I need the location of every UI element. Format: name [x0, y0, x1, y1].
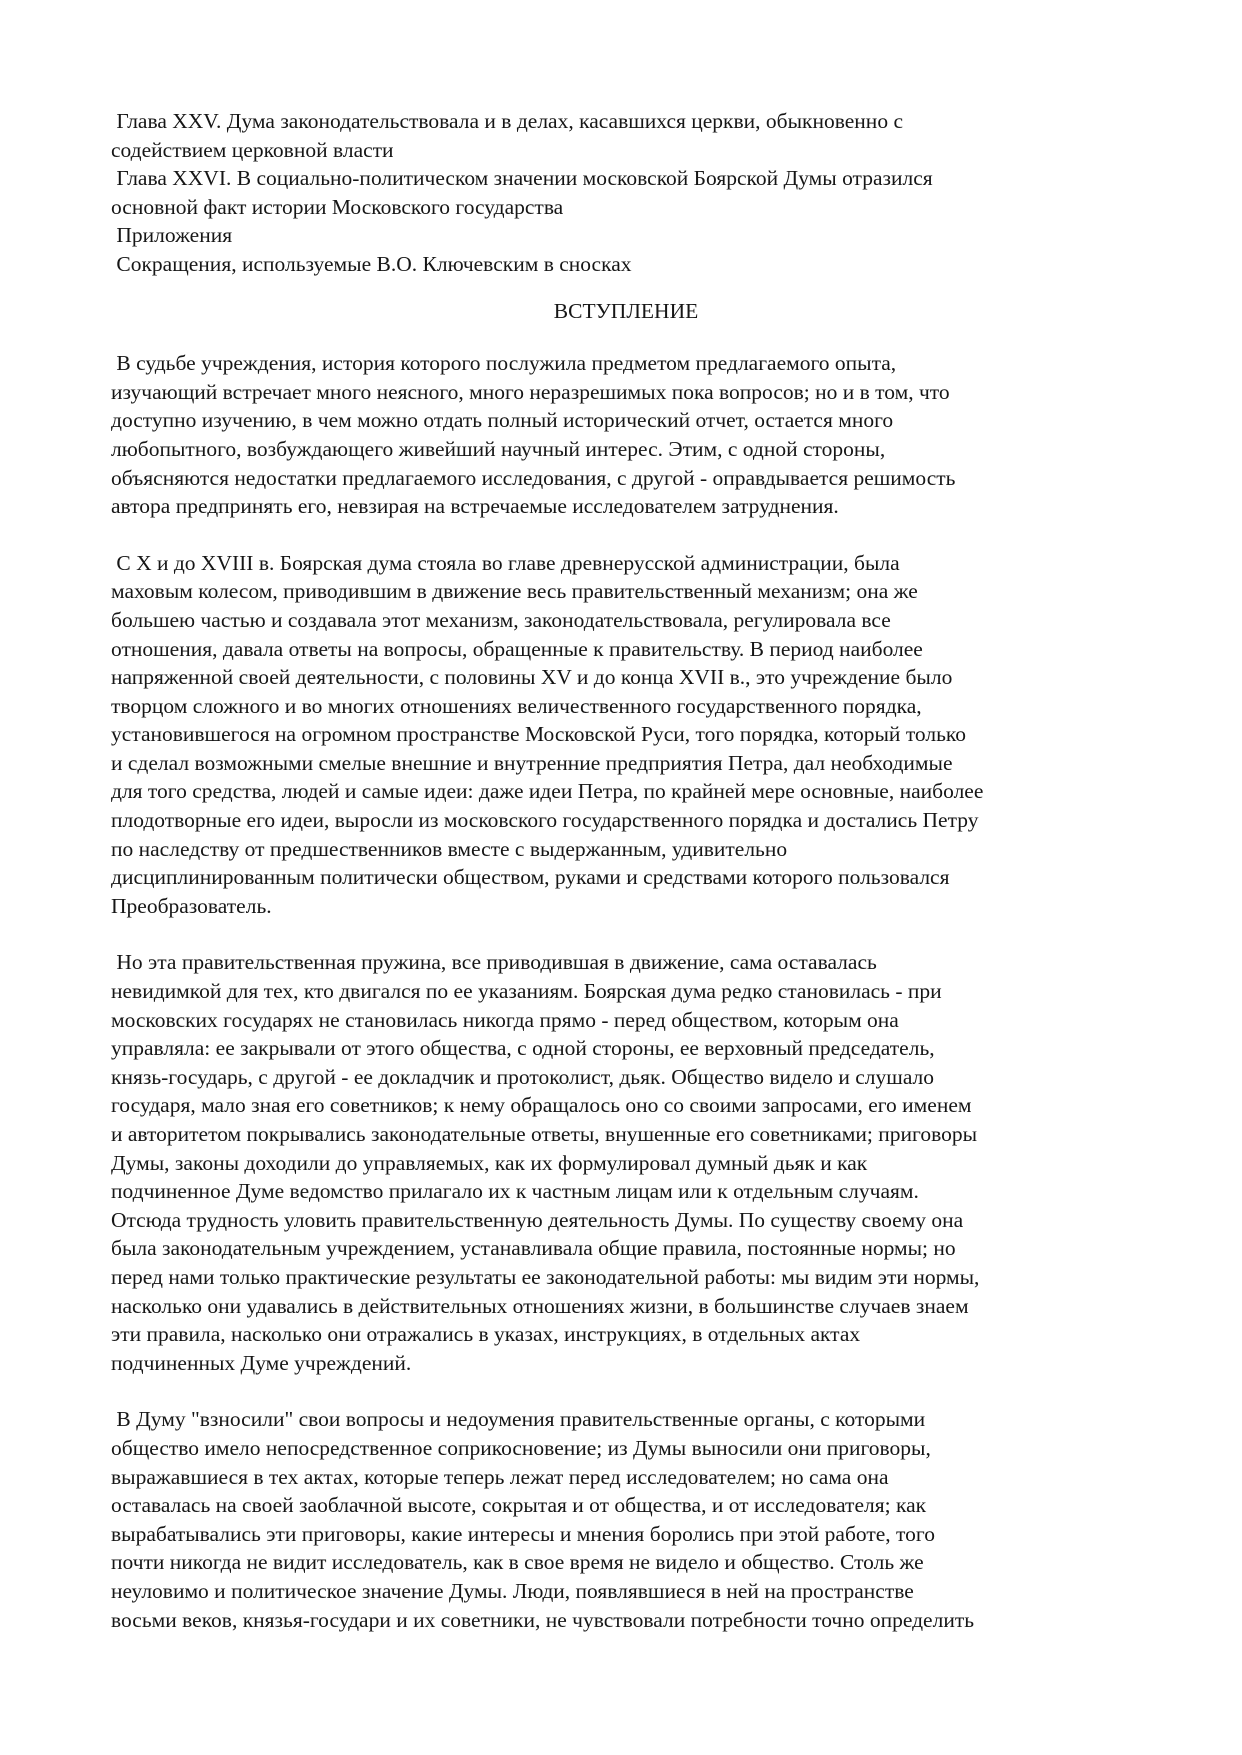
toc-entry [111, 164, 1141, 221]
text-line: подчиненных Думе учреждений. [111, 1350, 412, 1375]
text-line: Глава XXVI. В социально-политическом значении московской Боярской Думы отразился [111, 166, 933, 191]
text-line: московских государях не становилась никогда прямо - перед обществом, которым она [111, 1007, 899, 1032]
text-line: Но эта правительственная пружина, все приводившая в движение, сама оставалась [111, 950, 877, 975]
text-line: насколько они удавались в действительных отношениях жизни, в большинстве случаев знаем [111, 1293, 969, 1318]
text-line: отношения, давала ответы на вопросы, обращенные к правительству. В период наиболее [111, 636, 923, 661]
text-line: любопытного, возбуждающего живейший научный интерес. Этим, с одной стороны, [111, 436, 886, 461]
toc-entry [111, 107, 1141, 164]
text-line: восьми веков, князья-государи и их советники, не чувствовали потребности точно определить [111, 1607, 975, 1632]
text-line: подчиненное Думе ведомство прилагало их к частным лицам или к отдельным случаям. [111, 1179, 919, 1204]
text-line: доступно изучению, в чем можно отдать полный исторический отчет, остается много [111, 408, 894, 433]
text-line: Думы, законы доходили до управляемых, как их формулировал думный дьяк и как [111, 1150, 868, 1175]
section-heading: ВСТУПЛЕНИЕ [553, 298, 699, 323]
toc-entry [111, 250, 1141, 279]
text-line: государя, мало зная его советников; к нему обращалось оно со своими запросами, его именем [111, 1093, 972, 1118]
text-line: Глава XXV. Дума законодательствовала и в делах, касавшихся церкви, обыкновенно с [111, 109, 903, 133]
text-line: изучающий встречает много неясного, много неразрешимых пока вопросов; но и в том, что [111, 379, 950, 404]
text-line: напряженной своей деятельности, с половины XV и до конца XVII в., это учреждение было [111, 665, 953, 690]
text-line: основной факт истории Московского государства [111, 194, 564, 219]
toc-entry [111, 221, 1141, 250]
document-page [111, 107, 1141, 1634]
text-line: содействием церковной власти [111, 137, 394, 162]
text-line: большею частью и создавала этот механизм, законодательствовала, регулировала все [111, 607, 891, 632]
text-line: Преобразователь. [111, 893, 272, 918]
text-line: вырабатывались эти приговоры, какие интересы и мнения боролись при этой работе, того [111, 1521, 935, 1546]
text-line: управляла: ее закрывали от этого общества, с одной стороны, ее верховный председатель, [111, 1036, 935, 1061]
text-line: автора предпринять его, невзирая на встречаемые исследователем затруднения. [111, 494, 839, 519]
text-line: Приложения [111, 223, 233, 248]
text-line: В Думу "взносили" свои вопросы и недоумения правительственные органы, с которыми [111, 1407, 926, 1432]
text-line: и сделал возможными смелые внешние и внутренние предприятия Петра, дал необходимые [111, 750, 953, 775]
text-line: перед нами только практические результаты ее законодательной работы: мы видим эти нормы, [111, 1264, 980, 1289]
document-body [111, 349, 1141, 1634]
text-line: неуловимо и политическое значение Думы. Люди, появлявшиеся в ней на пространстве [111, 1578, 914, 1603]
text-line: и авторитетом покрывались законодательные ответы, внушенные его советниками; приговоры [111, 1122, 978, 1146]
text-line: В судьбе учреждения, история которого послужила предметом предлагаемого опыта, [111, 351, 897, 376]
text-line: эти правила, насколько они отражались в указах, инструкциях, в отдельных актах [111, 1322, 861, 1347]
text-line: общество имело непосредственное соприкосновение; из Думы выносили они приговоры, [111, 1435, 931, 1460]
text-line: по наследству от предшественников вместе с выдержанным, удивительно [111, 836, 788, 861]
text-line: Сокращения, используемые В.О. Ключевским в сносках [111, 251, 632, 276]
text-line: творцом сложного и во многих отношениях величественного государственного порядка, [111, 693, 922, 718]
text-line: С X и до XVIII в. Боярская дума стояла во главе древнерусской администрации, была [111, 550, 900, 575]
paragraph [111, 948, 1141, 1377]
text-line: оставалась на своей заоблачной высоте, сокрытая и от общества, и от исследователя; как [111, 1493, 927, 1518]
paragraph [111, 349, 1141, 521]
text-line: дисциплинированным политически обществом, руками и средствами которого пользовался [111, 865, 950, 890]
text-line: почти никогда не видит исследователь, как в свое время не видело и общество. Столь же [111, 1550, 924, 1575]
text-line: была законодательным учреждением, устанавливала общие правила, постоянные нормы; но [111, 1236, 956, 1261]
text-line: объясняются недостатки предлагаемого исследования, с другой - оправдывается решимость [111, 465, 956, 490]
text-line: выражавшиеся в тех актах, которые теперь лежат перед исследователем; но сама она [111, 1464, 889, 1489]
text-line: Отсюда трудность уловить правительственную деятельность Думы. По существу своему она [111, 1207, 964, 1232]
text-line: для того средства, людей и самые идеи: даже идеи Петра, по крайней мере основные, наиболее [111, 779, 984, 804]
text-line: князь-государь, с другой - ее докладчик и протоколист, дьяк. Общество видело и слушало [111, 1064, 935, 1089]
text-line: установившегося на огромном пространстве Московской Руси, того порядка, который только [111, 722, 967, 747]
table-of-contents [111, 107, 1141, 279]
paragraph [111, 1405, 1141, 1634]
text-line: маховым колесом, приводившим в движение весь правительственный механизм; она же [111, 579, 918, 604]
text-line: плодотворные его идеи, выросли из московского государственного порядка и достались Петру [111, 808, 979, 833]
paragraph [111, 549, 1141, 921]
text-line: невидимкой для тех, кто двигался по ее указаниям. Боярская дума редко становилась - при [111, 979, 942, 1004]
